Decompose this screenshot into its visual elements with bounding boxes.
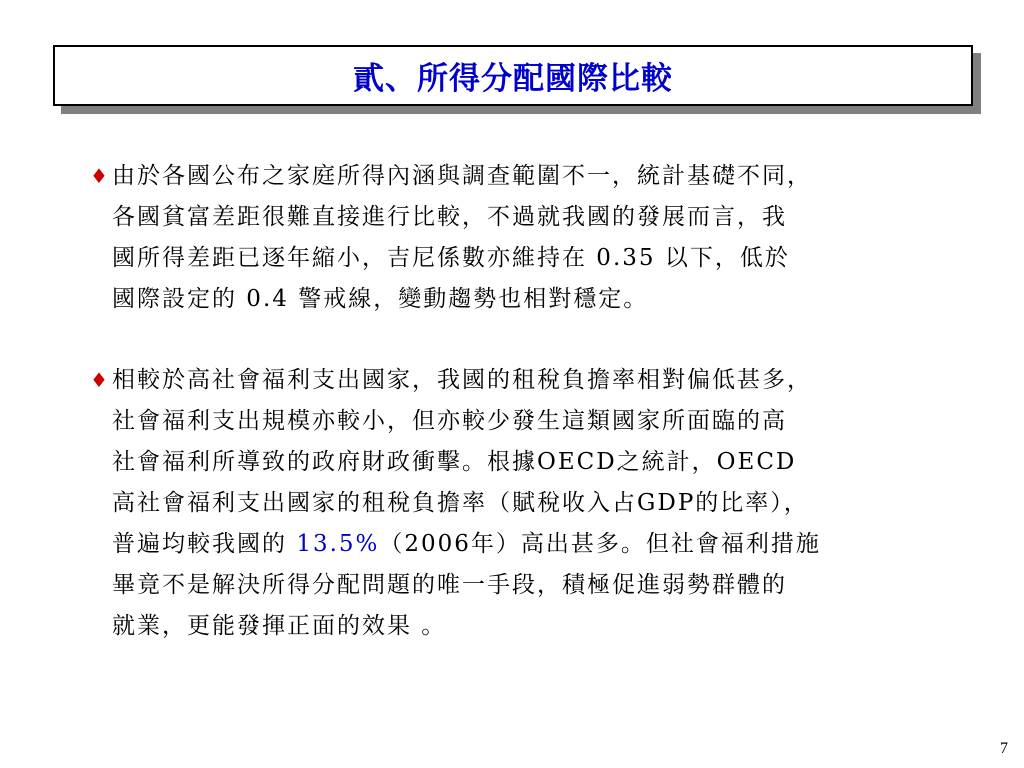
paragraph-line: ♦ 相較於高社會福利支出國家，我國的租稅負擔率相對偏低甚多，	[78, 360, 998, 401]
paragraph-line: 國際設定的 0.4 警戒線，變動趨勢也相對穩定。	[112, 286, 649, 312]
paragraph-line: 社會福利所導致的政府財政衝擊。根據OECD之統計，OECD	[112, 449, 797, 475]
paragraph-line: 畢竟不是解決所得分配問題的唯一手段，積極促進弱勢群體的	[112, 572, 787, 598]
paragraph-line: ♦ 由於各國公布之家庭所得內涵與調查範圍不一，統計基礎不同，	[78, 156, 998, 197]
highlight-value: 13.5%	[296, 531, 380, 557]
diamond-icon: ♦	[90, 164, 108, 188]
paragraph-income-gap	[78, 156, 998, 320]
paragraph-line: 國所得差距已逐年縮小，吉尼係數亦維持在 0.35 以下，低於	[112, 245, 790, 271]
title-box	[53, 45, 973, 106]
page-number: 7	[1000, 740, 1008, 757]
paragraph-line: 各國貧富差距很難直接進行比較，不過就我國的發展而言，我	[112, 204, 787, 230]
page-title: 貳、所得分配國際比較	[353, 61, 673, 97]
paragraph-line: 就業，更能發揮正面的效果 。	[112, 613, 447, 639]
paragraph-line: 普遍均較我國的 13.5%（2006年）高出甚多。但社會福利措施	[112, 531, 821, 557]
diamond-icon: ♦	[90, 368, 108, 392]
paragraph-tax-burden	[78, 360, 998, 647]
paragraph-line: 社會福利支出規模亦較小，但亦較少發生這類國家所面臨的高	[112, 408, 787, 434]
paragraph-line: 高社會福利支出國家的租稅負擔率（賦稅收入占GDP的比率），	[112, 490, 809, 516]
